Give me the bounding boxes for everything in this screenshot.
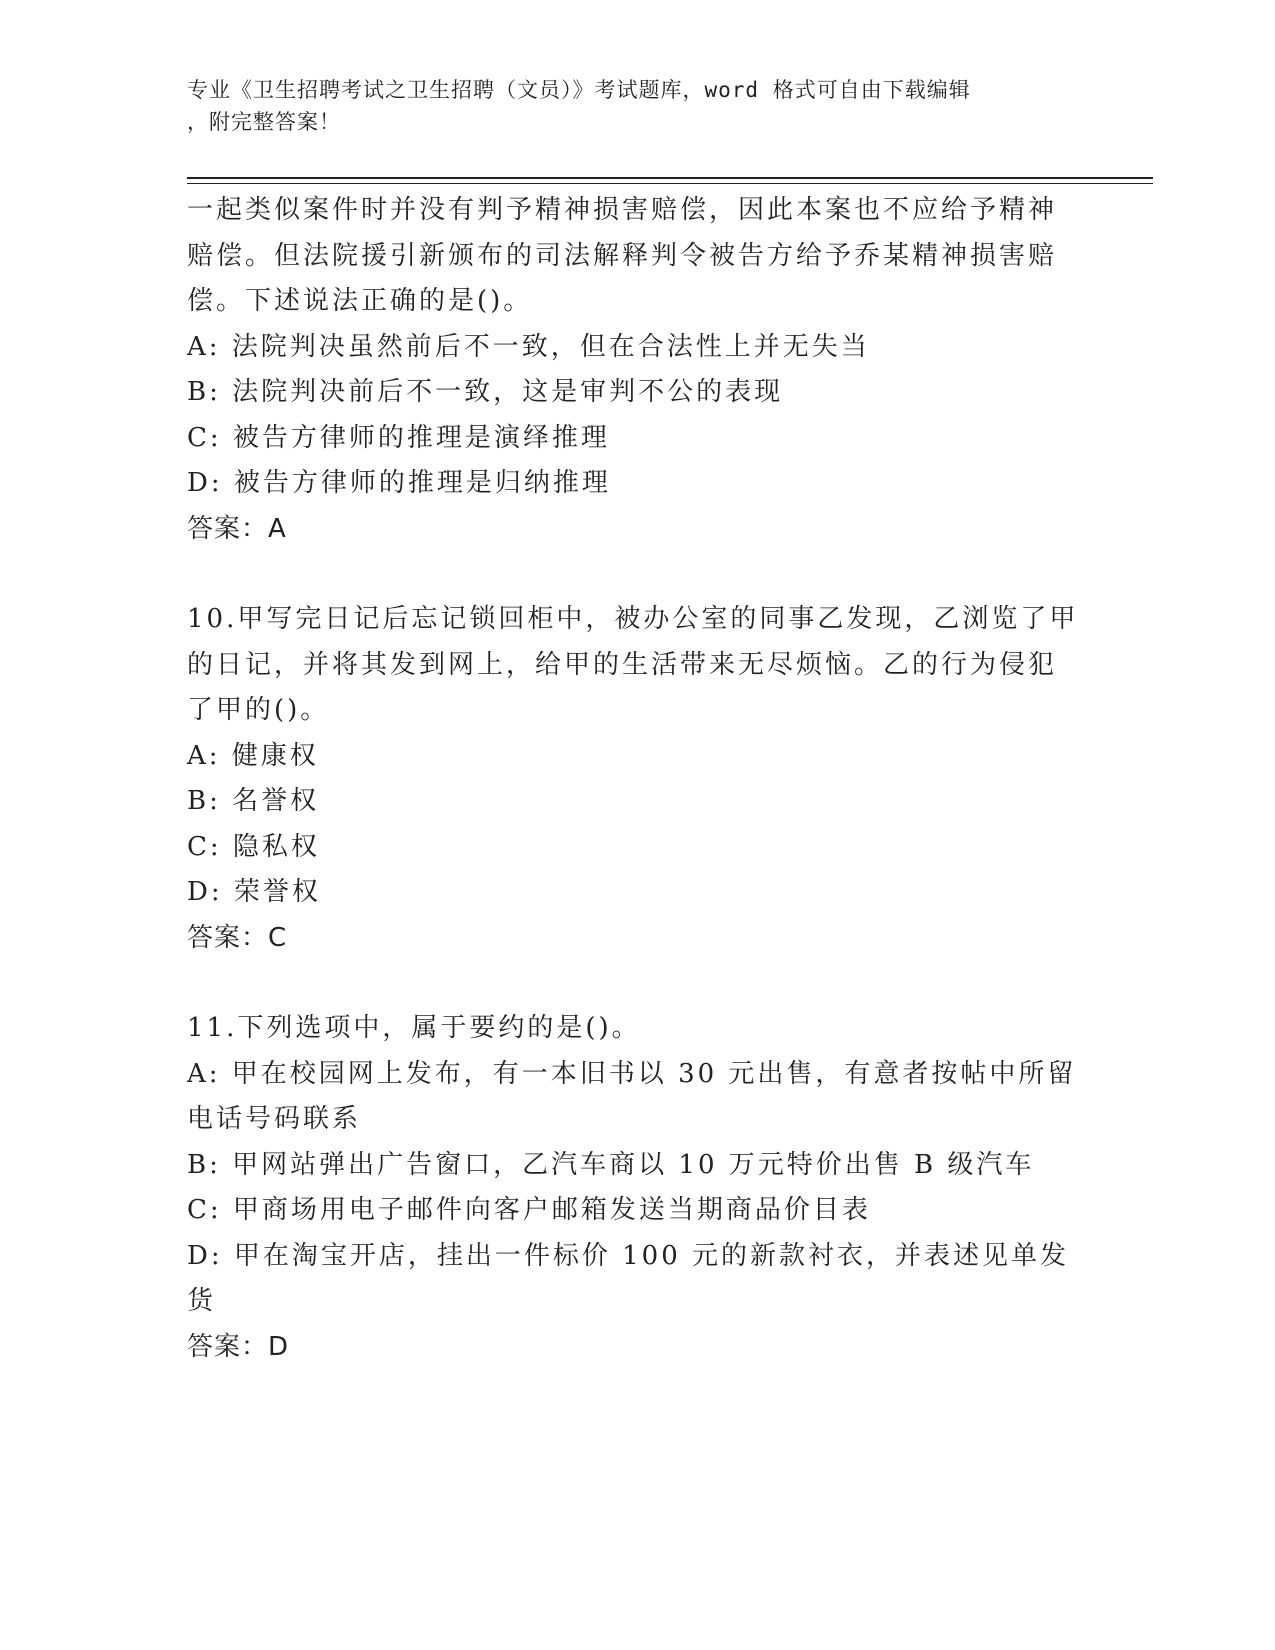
answer-line: 答案：A: [187, 513, 287, 544]
question-10: [187, 597, 1087, 961]
header-rule-thin: [187, 183, 1153, 184]
question-stem-line: 的日记，并将其发到网上，给甲的生活带来无尽烦恼。乙的行为侵犯: [187, 649, 1058, 680]
option-a: A: 健康权: [187, 740, 319, 771]
header-title-line-2: ，附完整答案！: [187, 110, 341, 134]
question-stem-line: 赔偿。但法院援引新颁布的司法解释判令被告方给予乔某精神损害赔: [187, 240, 1058, 271]
header-rule-thick: [187, 177, 1153, 179]
header-title-line-1: 专业《卫生招聘考试之卫生招聘（文员）》考试题库，word 格式可自由下载编辑: [187, 78, 971, 102]
option-c: C: 被告方律师的推理是演绎推理: [187, 422, 610, 453]
option-a: A: 甲在校园网上发布，有一本旧书以 30 元出售，有意者按帖中所留: [187, 1058, 1077, 1089]
question-stem-line: 10.甲写完日记后忘记锁回柜中，被办公室的同事乙发现，乙浏览了甲: [187, 604, 1079, 634]
spacer: [187, 961, 1087, 1006]
answer-line: 答案：D: [187, 1331, 290, 1362]
document-body: [187, 188, 1087, 1370]
question-11: [187, 1006, 1087, 1370]
option-d: D: 被告方律师的推理是归纳推理: [187, 468, 611, 498]
option-c: C: 甲商场用电子邮件向客户邮箱发送当期商品价目表: [187, 1195, 871, 1225]
option-c: C: 隐私权: [187, 831, 320, 862]
answer-line: 答案：C: [187, 922, 288, 953]
option-d: D: 甲在淘宝开店，挂出一件标价 100 元的新款衬衣，并表述见单发货: [187, 1240, 1070, 1316]
option-b: B: 甲网站弹出广告窗口，乙汽车商以 10 万元特价出售 B 级汽车: [187, 1149, 1035, 1180]
question-stem-line: 偿。下述说法正确的是()。: [187, 286, 533, 316]
document-header: [187, 74, 1087, 138]
option-a: A: 法院判决虽然前后不一致，但在合法性上并无失当: [187, 331, 870, 362]
option-d: D: 荣誉权: [187, 877, 321, 907]
spacer: [187, 552, 1087, 597]
question-9: [187, 188, 1087, 552]
option-b: B: 法院判决前后不一致，这是审判不公的表现: [187, 377, 784, 407]
option-b: B: 名誉权: [187, 786, 320, 816]
question-stem-line: 11.下列选项中，属于要约的是()。: [187, 1013, 641, 1043]
question-stem-line: 一起类似案件时并没有判予精神损害赔偿，因此本案也不应给予精神: [187, 195, 1058, 225]
question-stem-line: 了甲的()。: [187, 695, 330, 725]
option-a-continued: 电话号码联系: [187, 1104, 362, 1134]
